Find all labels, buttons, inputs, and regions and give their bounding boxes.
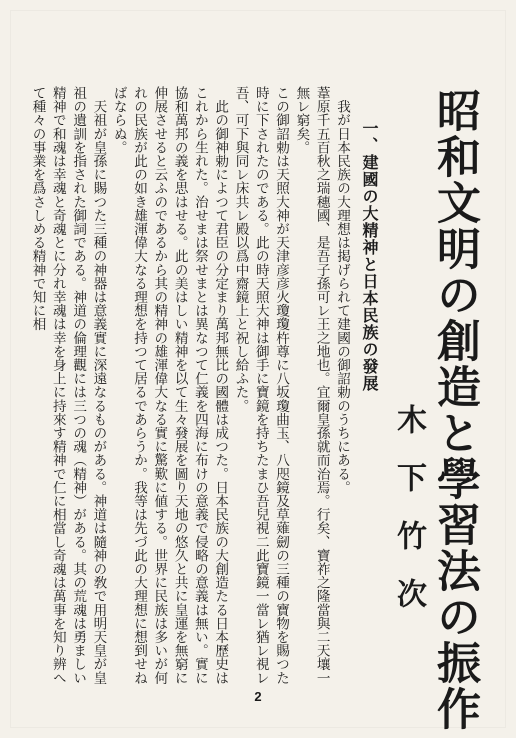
author-name: 木下竹次 xyxy=(391,404,426,636)
paragraph-3: 天祖が皇孫に賜つた三種の神器は意義實に深遠なるものがある。神道は隨神の敎で用明天皇が皇祖の遺訓を指された御詞である。神道の倫理觀には三つの魂（精神）がある。其の荒魂は勇ましい精神で和魂は幸魂と奇魂とに分れ幸魂は幸を身上に持來す精神で仁に相當し奇魂は萬事を知り辨へて種々の事業を爲さしめる精神で知に相 xyxy=(29,86,107,685)
paragraph-2: 此の御神勅によつて君臣の分定まり萬邦無比の國體は成つた。日本民族の大創造たる日本歷史はこれから生れた。治せまは祭せまとは異なつて仁義を四海に布けの意義で侵略の意義は無い。實に協和萬邦の義を思はせる。此の美はしい精神を以て生々發展を圖り天地の悠久と共に皇運を無窮に伸展させると云ふのであるから其の精神の雄渾偉大なる實に驚歎に値する。世界に民族は多いが何れの民族が此の如き雄渾偉大なる理想を持つて居るであらうか。我等は先づ此の大理想に想到せねばならぬ。 xyxy=(110,86,229,685)
body-text xyxy=(29,86,352,686)
section-heading: 一、建國の大精神と日本民族の發展 xyxy=(360,120,379,392)
article-title: 昭和文明の創造と學習法の振作 xyxy=(429,88,480,732)
page-number: 2 xyxy=(254,689,262,704)
paragraph-1: 我が日本民族の大理想は掲げられて建國の御詔勅のうちにある。 葦原千五百秋之瑞穗國、是吾子孫可レ王之地也。宜爾皇孫就而治焉。行矣、寶祚之隆當與二天壤一無レ窮矣。 この御詔勅は天照大神が天津彦彦火瓊瓊杵尊に八坂瓊曲玉、八咫鏡及草薙劒の三種の寶物を賜つた時に下されたのである。此の時天照大神は御手に寶鏡を持ちたまひ吾兒視二此寶鏡一當レ猶レ視レ吾、可下與同レ床共レ殿以爲中齋鏡上と祝し給ふた。 xyxy=(232,86,350,685)
